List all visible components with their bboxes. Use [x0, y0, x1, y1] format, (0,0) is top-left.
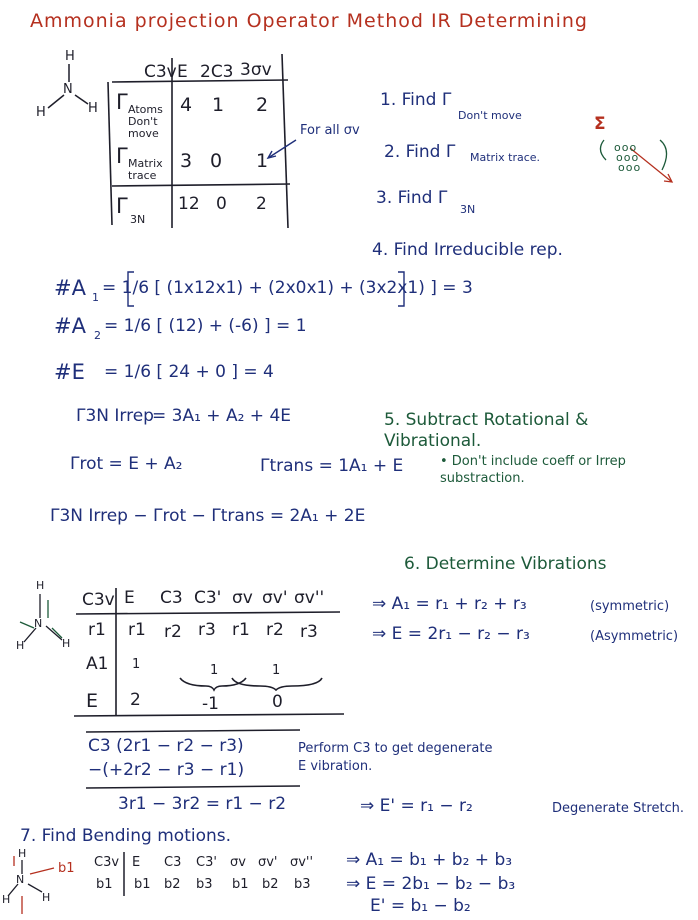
c3-work-line1: C3 (2r1 − r2 − r3) [88, 736, 244, 756]
gamma-3n-irrep-rhs: = 3A₁ + A₂ + 4E [152, 406, 292, 426]
t3-b-label: b1 [96, 877, 113, 892]
step-6: 6. Determine Vibrations [404, 554, 607, 574]
t1-row1-e: 4 [180, 94, 193, 116]
m3-atom-h-left: H [2, 893, 11, 906]
t2-header-sv: σv [232, 588, 253, 608]
molecule3-bonds [8, 860, 42, 896]
t3-b-c3: b2 [164, 877, 181, 892]
atom-h-right: H [88, 101, 98, 116]
t1-row1-c3: 1 [212, 94, 225, 116]
t1-header-3sv: 3σv [240, 60, 272, 80]
m3-atom-n: N [16, 873, 25, 886]
t2-r-e: r1 [128, 620, 146, 640]
for-all-arrow [268, 140, 296, 158]
step-3: 3. Find Γ [376, 188, 448, 208]
t1-row3-c3: 0 [216, 194, 227, 214]
t2-header-e: E [124, 588, 135, 608]
t3-b-svpp: b3 [294, 877, 311, 892]
stretch-a1-note: (symmetric) [590, 599, 670, 614]
bend-e-prime: E' = b₁ − b₂ [370, 896, 471, 916]
step-1-sub: Don't move [458, 109, 522, 122]
t2-r-sv: r1 [232, 620, 250, 640]
t2-a1-sv: 1 [272, 663, 281, 678]
t3-b-c3p: b3 [196, 877, 213, 892]
t3-header-c3p: C3' [196, 855, 217, 870]
atom-h-top: H [65, 49, 75, 64]
t2-a1-c3: 1 [210, 663, 219, 678]
t1-row1-sub: Atoms Don't move [128, 103, 163, 141]
t2-r-c3p: r3 [198, 620, 216, 640]
atom-n: N [63, 82, 73, 97]
t2-e-label: E [86, 690, 99, 712]
reduction-a2-sub: 2 [94, 329, 101, 342]
t2-a1-label: A1 [86, 654, 109, 674]
page-title: Ammonia projection Operator Method IR Determining [30, 10, 588, 32]
t1-row2-e: 3 [180, 150, 193, 172]
reduction-a2-eq: = 1/6 [ (12) + (-6) ] = 1 [104, 316, 307, 336]
t1-row3-sub: 3N [130, 213, 146, 226]
sketch-grid-row2: ooo [616, 151, 640, 164]
vibration-result: Γ3N Irrep − Γrot − Γtrans = 2A₁ + 2E [50, 506, 366, 526]
t1-row2-sv: 1 [256, 150, 269, 172]
for-all-sigma-note: For all σv [300, 123, 360, 138]
t2-e-c3: -1 [202, 694, 219, 714]
reduction-a1-sub: 1 [92, 291, 99, 304]
reduction-a1-lhs: #A [54, 276, 86, 300]
c3-work-note: Perform C3 to get degenerate E vibration. [298, 741, 493, 774]
t1-header-e: E [177, 62, 188, 82]
c3-work-line3: 3r1 − 3r2 = r1 − r2 [118, 794, 287, 814]
t3-header-svpp: σv'' [290, 855, 314, 870]
step-4: 4. Find Irreducible rep. [372, 240, 563, 260]
gamma-3n-irrep-lhs: Γ3N Irrep [76, 406, 154, 426]
step-3-sub: 3N [460, 203, 476, 216]
t2-e-sv: 0 [272, 692, 283, 712]
t1-row3-e: 12 [178, 194, 200, 214]
step-1: 1. Find Γ [380, 90, 452, 110]
t2-header-svpp: σv'' [294, 588, 325, 608]
t1-row2-sub: Matrix trace [128, 157, 163, 183]
sketch-grid-row1: ooo [614, 141, 638, 154]
t3-header-c3: C3 [164, 855, 182, 870]
reduction-a1-eq: = 1/6 [ (1x12x1) + (2x0x1) + (3x2x1) ] = 3 [102, 278, 473, 298]
t1-row3-sv: 2 [256, 194, 267, 214]
m3-b1-label: b1 [58, 861, 75, 876]
t3-header-c3v: C3v [94, 855, 120, 870]
m2-atom-n: N [34, 617, 43, 630]
step-2: 2. Find Γ [384, 142, 456, 162]
bend-a1: ⇒ A₁ = b₁ + b₂ + b₃ [346, 850, 513, 870]
t1-row1-sv: 2 [256, 94, 269, 116]
step-5: 5. Subtract Rotational & Vibrational. [384, 410, 589, 452]
t3-b-svp: b2 [262, 877, 279, 892]
t1-header-c3v: C3v [144, 62, 177, 82]
sketch-grid-row3: ooo [618, 161, 642, 174]
t2-r-label: r1 [88, 620, 106, 640]
stretch-e-note: (Asymmetric) [590, 629, 679, 644]
reduction-a2-lhs: #A [54, 314, 86, 338]
t3-header-e: E [132, 855, 141, 870]
t3-header-svp: σv' [258, 855, 278, 870]
t2-header-c3: C3 [160, 588, 183, 608]
reduction-e-lhs: #E [54, 360, 85, 384]
t2-a1-e: 1 [132, 657, 141, 672]
t2-r-svpp: r3 [300, 622, 318, 642]
t2-r-svp: r2 [266, 620, 284, 640]
stretch-e: ⇒ E = 2r₁ − r₂ − r₃ [372, 624, 530, 644]
reduction-e-eq: = 1/6 [ 24 + 0 ] = 4 [104, 362, 274, 382]
gamma-trans: Γtrans = 1A₁ + E [260, 456, 404, 476]
degenerate-note: Degenerate Stretch. [552, 801, 685, 816]
bend-e: ⇒ E = 2b₁ − b₂ − b₃ [346, 874, 516, 894]
t1-row2-gamma: Γ [116, 144, 128, 168]
sigma-symbol: Σ [594, 114, 606, 134]
step-2-sub: Matrix trace. [470, 151, 541, 164]
m3-atom-h-top: H [18, 847, 27, 860]
t2-header-svp: σv' [262, 588, 288, 608]
t1-row1-gamma: Γ [116, 90, 128, 114]
t2-header-c3v: C3v [82, 590, 115, 610]
t3-b-sv: b1 [232, 877, 249, 892]
step-5-bullet: • Don't include coeff or Irrep substraction. [440, 454, 626, 486]
m2-atom-h-left: H [16, 639, 25, 652]
t1-header-2c3: 2C3 [200, 62, 234, 82]
t1-row2-c3: 0 [210, 150, 223, 172]
t2-e-e: 2 [130, 690, 141, 710]
t2-header-c3p: C3' [194, 588, 222, 608]
stretch-a1: ⇒ A₁ = r₁ + r₂ + r₃ [372, 594, 527, 614]
degenerate-e-prime: ⇒ E' = r₁ − r₂ [360, 796, 473, 816]
c3-work-line2: −(+2r2 − r3 − r1) [88, 760, 245, 780]
molecule2-bonds [24, 594, 62, 642]
step-7: 7. Find Bending motions. [20, 826, 232, 846]
m2-atom-h-right: H [62, 637, 71, 650]
m2-atom-h-top: H [36, 579, 45, 592]
m3-atom-h-right: H [42, 891, 51, 904]
t3-b-e: b1 [134, 877, 151, 892]
gamma-rot: Γrot = E + A₂ [70, 454, 183, 474]
t2-r-c3: r2 [164, 622, 182, 642]
atom-h-left: H [36, 105, 46, 120]
t3-header-sv: σv [230, 855, 246, 870]
t1-row3-gamma: Γ [116, 194, 128, 218]
